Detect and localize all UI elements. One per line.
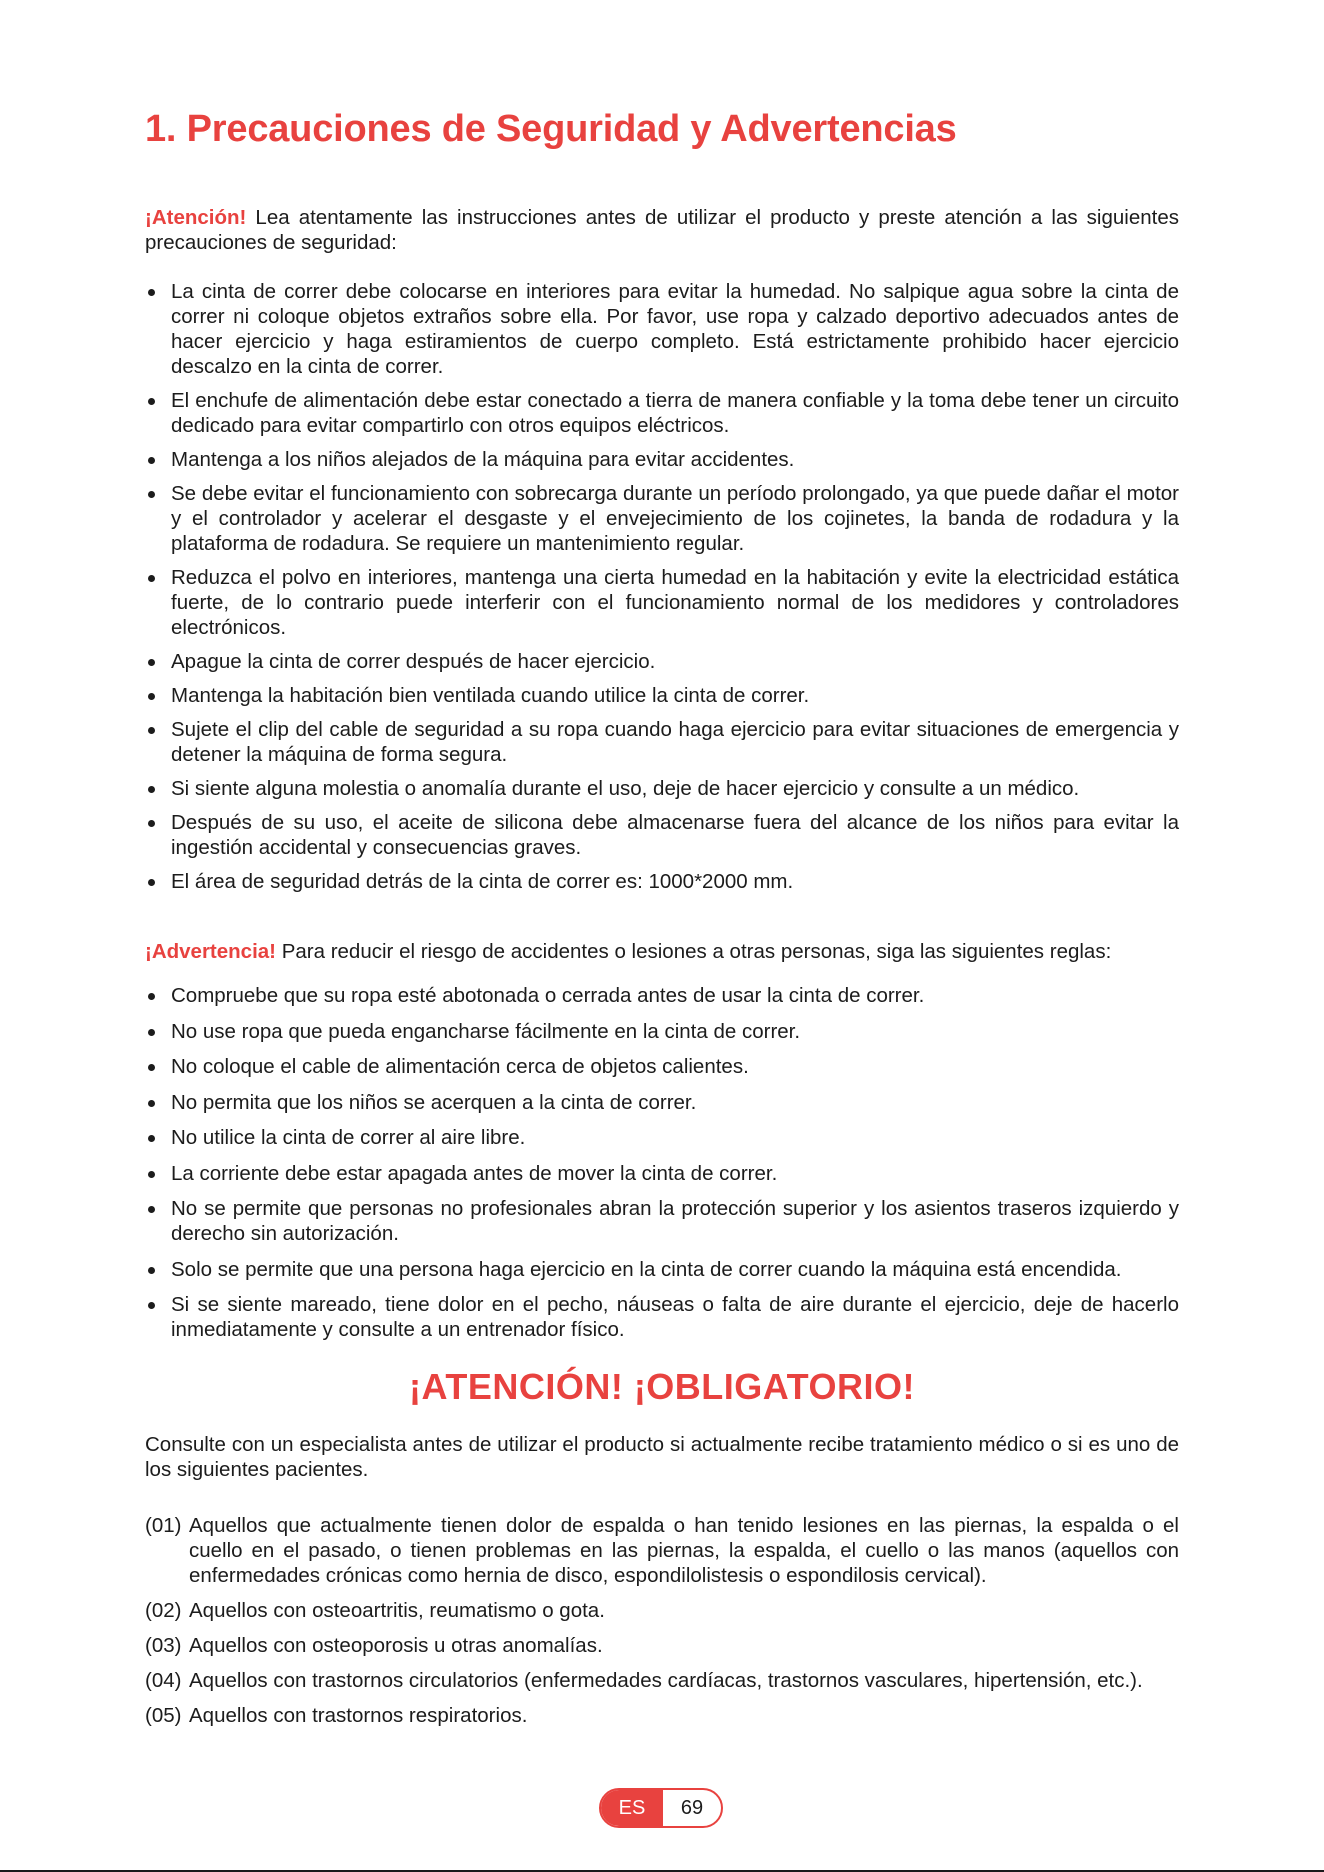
list-item: Después de su uso, el aceite de silicona debe almacenarse fuera del alcance de los niños para evitar la ingestión accidental y consecuencias graves. <box>145 810 1179 860</box>
list-item: No coloque el cable de alimentación cerca de objetos calientes. <box>145 1054 1179 1079</box>
list-item: La cinta de correr debe colocarse en interiores para evitar la humedad. No salpique agua sobre la cinta de correr ni coloque objetos extraños sobre ella. Por favor, use ropa y calzado deportivo adecuados antes de hacer ejercicio y haga estiramientos de cuerpo completo. Está estrictamente prohibido hacer ejercicio descalzo en la cinta de correr. <box>145 279 1179 379</box>
list-item: La corriente debe estar apagada antes de mover la cinta de correr. <box>145 1161 1179 1186</box>
list-item <box>145 1668 1179 1693</box>
rules-list <box>145 983 1179 1353</box>
list-item: Sujete el clip del cable de seguridad a su ropa cuando haga ejercicio para evitar situaciones de emergencia y detener la máquina de forma segura. <box>145 717 1179 767</box>
item-text: Aquellos que actualmente tienen dolor de espalda o han tenido lesiones en las piernas, la espalda o el cuello en el pasado, o tienen problemas en las piernas, la espalda, el cuello o las manos (aquellos con enfermedades crónicas como hernia de disco, espondilolistesis o espondilosis cervical). <box>189 1514 1179 1587</box>
consult-paragraph: Consulte con un especialista antes de utilizar el producto si actualmente recibe tratamiento médico o si es uno de los siguientes pacientes. <box>145 1433 1179 1481</box>
list-item: No utilice la cinta de correr al aire libre. <box>145 1125 1179 1150</box>
list-item: Se debe evitar el funcionamiento con sobrecarga durante un período prolongado, ya que puede dañar el motor y el controlador y acelerar el desgaste y el envejecimiento de los cojinetes, la banda de rodadura y la plataforma de rodadura. Se requiere un mantenimiento regular. <box>145 481 1179 556</box>
list-item: Mantenga la habitación bien ventilada cuando utilice la cinta de correr. <box>145 683 1179 708</box>
page-title: 1. Precauciones de Seguridad y Advertencias <box>145 108 957 150</box>
list-item <box>145 1703 1179 1728</box>
intro-text: Lea atentamente las instrucciones antes de utilizar el producto y preste atención a las siguientes precauciones de seguridad: <box>145 206 1179 254</box>
language-code: ES <box>601 1790 663 1826</box>
warning-label: ¡Advertencia! <box>145 940 277 963</box>
list-item: No permita que los niños se acerquen a la cinta de correr. <box>145 1090 1179 1115</box>
item-text: Aquellos con trastornos respiratorios. <box>189 1704 528 1727</box>
page-number-badge <box>599 1788 723 1828</box>
list-item: Si se siente mareado, tiene dolor en el pecho, náuseas o falta de aire durante el ejercicio, deje de hacerlo inmediatamente y consulte a un entrenador físico. <box>145 1292 1179 1342</box>
attention-heading: ¡ATENCIÓN! ¡OBLIGATORIO! <box>409 1366 915 1407</box>
list-item: El área de seguridad detrás de la cinta de correr es: 1000*2000 mm. <box>145 869 1179 894</box>
warning-text: Para reducir el riesgo de accidentes o lesiones a otras personas, siga las siguientes reglas: <box>276 940 1112 963</box>
list-item: Compruebe que su ropa esté abotonada o cerrada antes de usar la cinta de correr. <box>145 983 1179 1008</box>
list-item: No se permite que personas no profesionales abran la protección superior y los asientos traseros izquierdo y derecho sin autorización. <box>145 1196 1179 1246</box>
item-text: Aquellos con osteoporosis u otras anomalías. <box>189 1634 603 1657</box>
item-number: (02) <box>145 1599 182 1622</box>
precautions-list <box>145 279 1179 903</box>
item-text: Aquellos con osteoartritis, reumatismo o gota. <box>189 1599 605 1622</box>
list-item <box>145 1598 1179 1623</box>
list-item: Mantenga a los niños alejados de la máquina para evitar accidentes. <box>145 447 1179 472</box>
list-item: Solo se permite que una persona haga ejercicio en la cinta de correr cuando la máquina está encendida. <box>145 1257 1179 1282</box>
list-item <box>145 1513 1179 1588</box>
item-text: Aquellos con trastornos circulatorios (enfermedades cardíacas, trastornos vasculares, hipertensión, etc.). <box>189 1669 1143 1692</box>
list-item: Si siente alguna molestia o anomalía durante el uso, deje de hacer ejercicio y consulte a un médico. <box>145 776 1179 801</box>
list-item: Reduzca el polvo en interiores, mantenga una cierta humedad en la habitación y evite la electricidad estática fuerte, de lo contrario puede interferir con el funcionamiento normal de los medidores y controladores electrónicos. <box>145 565 1179 640</box>
intro-paragraph <box>145 205 1179 255</box>
warning-paragraph <box>145 939 1179 964</box>
item-number: (04) <box>145 1669 182 1692</box>
item-number: (01) <box>145 1514 182 1537</box>
list-item <box>145 1633 1179 1658</box>
list-item: Apague la cinta de correr después de hacer ejercicio. <box>145 649 1179 674</box>
list-item: El enchufe de alimentación debe estar conectado a tierra de manera confiable y la toma debe tener un circuito dedicado para evitar compartirlo con otros equipos eléctricos. <box>145 388 1179 438</box>
attention-label: ¡Atención! <box>145 206 247 229</box>
item-number: (03) <box>145 1634 182 1657</box>
item-number: (05) <box>145 1704 182 1727</box>
patients-list <box>145 1513 1179 1738</box>
page-number: 69 <box>680 1796 704 1819</box>
list-item: No use ropa que pueda engancharse fácilmente en la cinta de correr. <box>145 1019 1179 1044</box>
